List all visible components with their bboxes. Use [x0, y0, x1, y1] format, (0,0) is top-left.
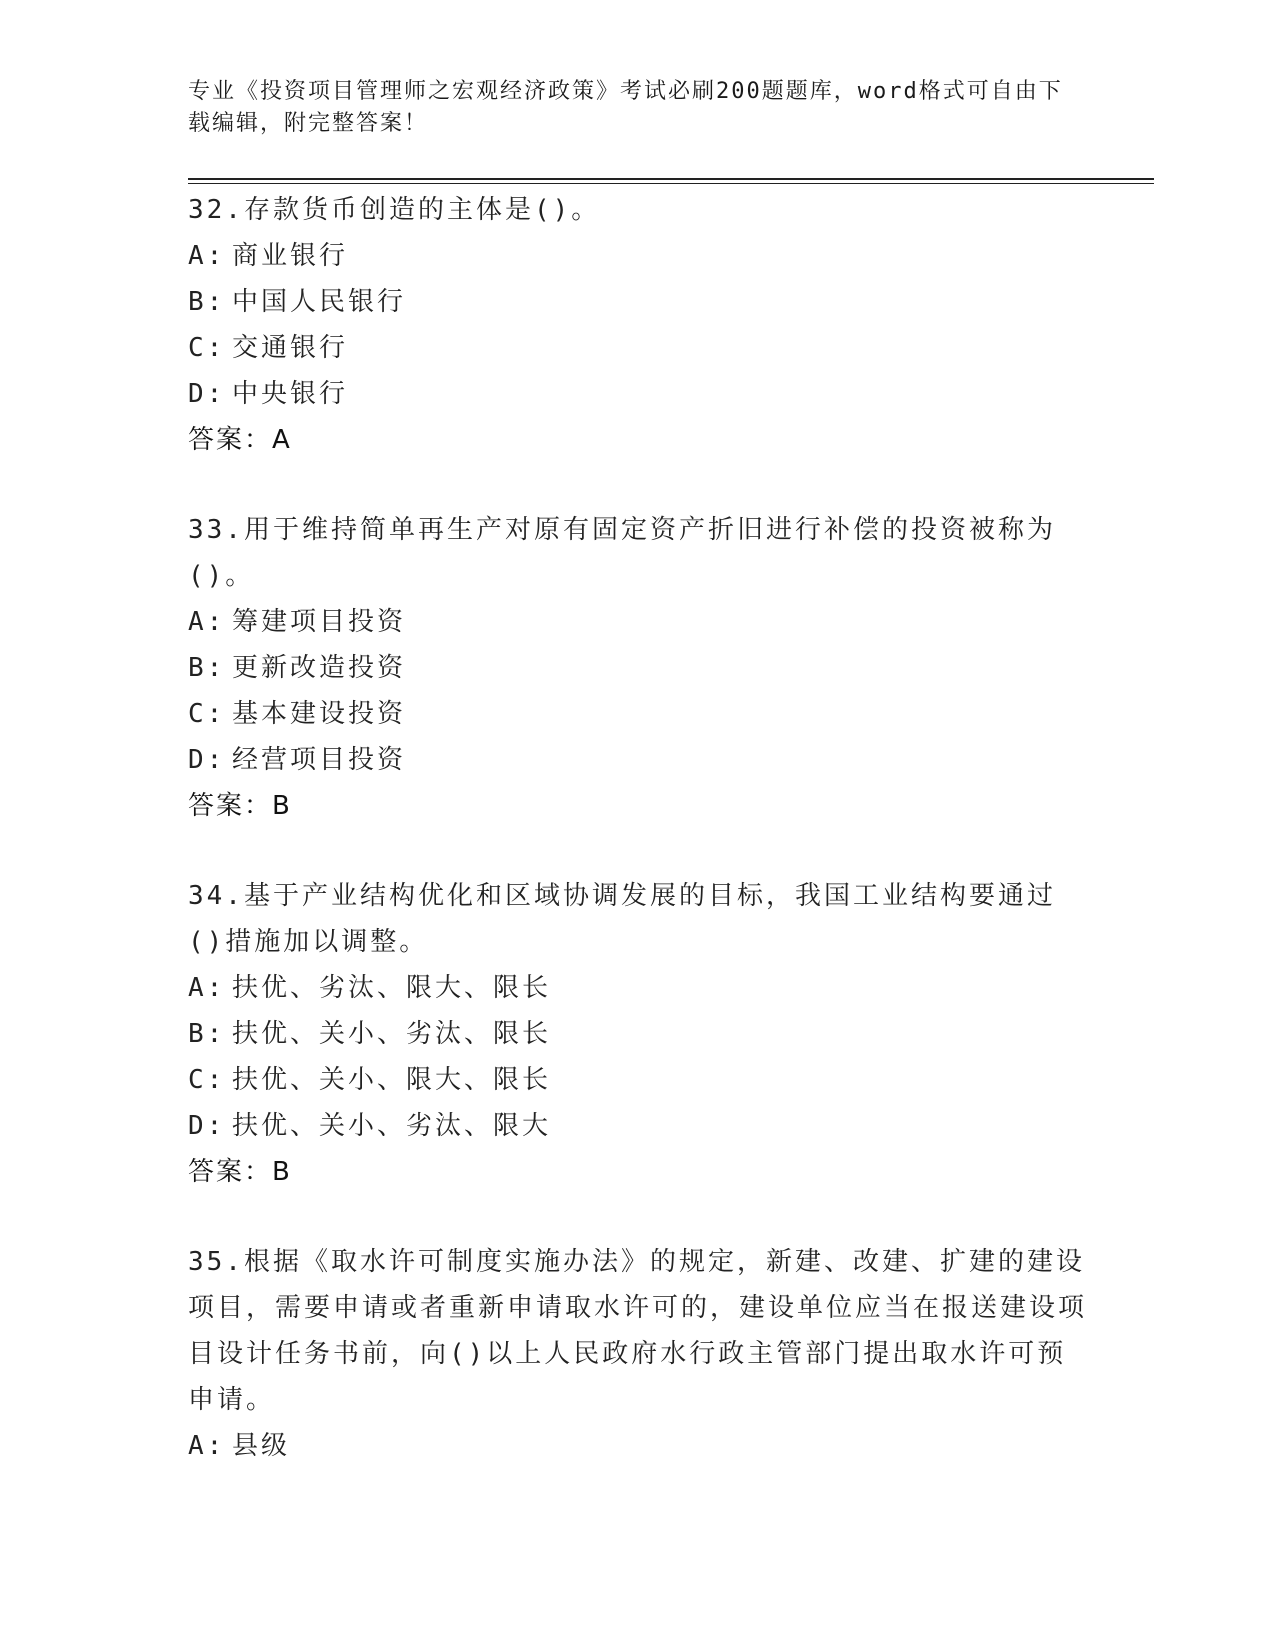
option-letter: C:	[188, 333, 226, 363]
option-letter: A:	[188, 973, 226, 1003]
option-text: 扶优、关小、劣汰、限长	[232, 1019, 552, 1049]
option-a	[188, 1423, 1088, 1469]
option-letter: A:	[188, 607, 226, 637]
option-a	[188, 233, 1088, 279]
option-c	[188, 1057, 1088, 1103]
option-letter: D:	[188, 745, 226, 775]
option-d	[188, 1103, 1088, 1149]
document-header: 专业《投资项目管理师之宏观经济政策》考试必刷200题题库，word格式可自由下载编辑，附完整答案！	[188, 79, 1063, 136]
option-text: 筹建项目投资	[232, 607, 407, 637]
answer-label: 答案：B	[188, 791, 292, 821]
option-text: 扶优、关小、限大、限长	[232, 1065, 552, 1095]
option-text: 更新改造投资	[232, 653, 407, 683]
option-text: 商业银行	[232, 241, 349, 271]
option-c	[188, 325, 1088, 371]
option-letter: B:	[188, 287, 226, 317]
option-a	[188, 599, 1088, 645]
question-32	[188, 187, 1088, 463]
option-letter: A:	[188, 241, 226, 271]
header-divider-thick	[188, 178, 1154, 180]
option-letter: B:	[188, 1019, 226, 1049]
header-divider-thin	[188, 183, 1154, 184]
option-d	[188, 371, 1088, 417]
option-text: 扶优、关小、劣汰、限大	[232, 1111, 552, 1141]
answer-label: 答案：A	[188, 425, 292, 455]
question-list	[188, 187, 1088, 1513]
option-letter: C:	[188, 1065, 226, 1095]
option-text: 县级	[232, 1431, 291, 1461]
option-letter: C:	[188, 699, 226, 729]
option-text: 扶优、劣汰、限大、限长	[232, 973, 552, 1003]
option-b	[188, 1011, 1088, 1057]
question-stem: 33.用于维持简单再生产对原有固定资产折旧进行补偿的投资被称为()。	[188, 515, 1056, 591]
option-a	[188, 965, 1088, 1011]
option-c	[188, 691, 1088, 737]
option-text: 交通银行	[232, 333, 349, 363]
option-b	[188, 279, 1088, 325]
option-text: 基本建设投资	[232, 699, 407, 729]
question-stem: 32.存款货币创造的主体是()。	[188, 195, 601, 225]
option-letter: D:	[188, 379, 226, 409]
option-letter: B:	[188, 653, 226, 683]
answer-label: 答案：B	[188, 1157, 292, 1187]
question-stem: 35.根据《取水许可制度实施办法》的规定，新建、改建、扩建的建设项目，需要申请或者重新申请取水许可的，建设单位应当在报送建设项目设计任务书前，向()以上人民政府水行政主管部门提出取水许可预申请。	[188, 1247, 1088, 1415]
option-letter: A:	[188, 1431, 226, 1461]
question-33	[188, 507, 1088, 829]
option-text: 经营项目投资	[232, 745, 407, 775]
option-b	[188, 645, 1088, 691]
option-letter: D:	[188, 1111, 226, 1141]
option-d	[188, 737, 1088, 783]
question-35	[188, 1239, 1088, 1469]
question-stem: 34.基于产业结构优化和区域协调发展的目标，我国工业结构要通过()措施加以调整。	[188, 881, 1056, 957]
option-text: 中国人民银行	[232, 287, 407, 317]
option-text: 中央银行	[232, 379, 349, 409]
question-34	[188, 873, 1088, 1195]
